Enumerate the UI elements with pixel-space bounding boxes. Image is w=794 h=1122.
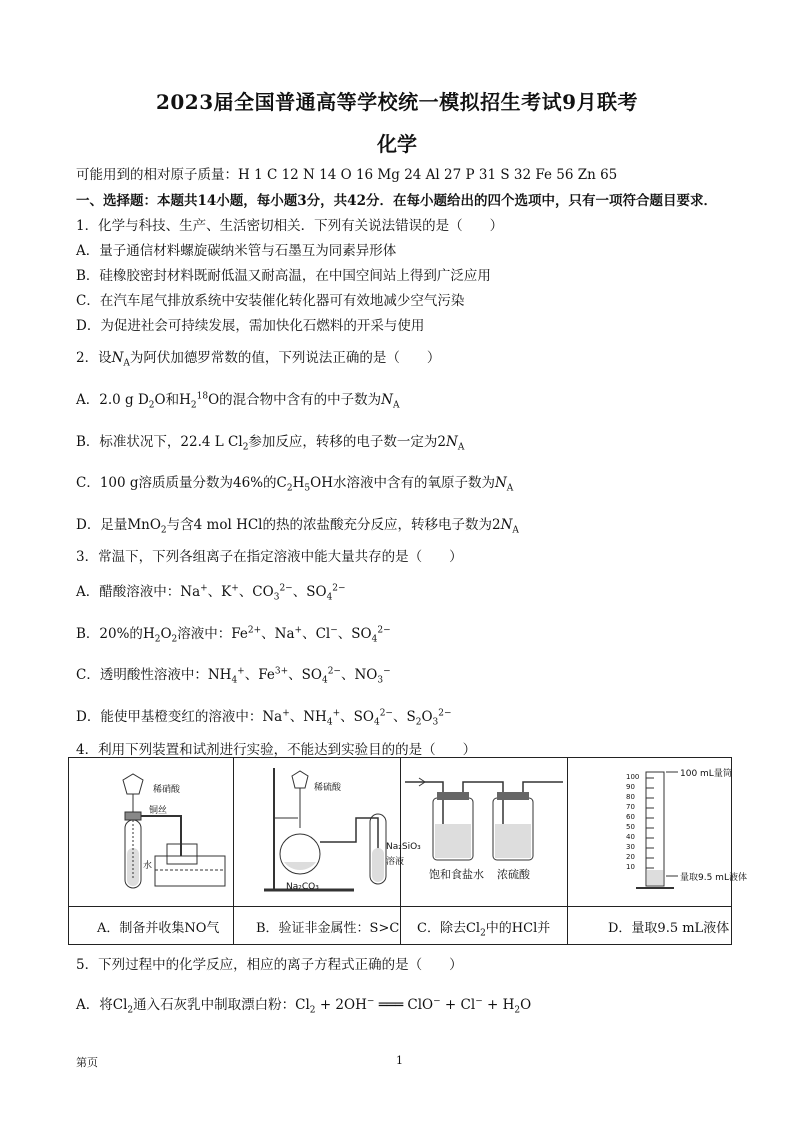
q1-option-c: C．在汽车尾气排放系统中安装催化转化器可有效地减少空气污染 xyxy=(76,293,465,309)
q3-option-b: B．20%的$H_2O_2$溶液中：$Fe^{2+}$、Na+、Cl−、$SO_4^{2-}$ xyxy=(76,625,391,645)
q1-stem: 1．化学与科技、生产、生活密切相关．下列有关说法错误的是（ ） xyxy=(76,218,504,234)
cylinder-tick-label: 50 xyxy=(626,823,635,831)
q4-stem: 4．利用下列装置和试剂进行实验，不能达到实验目的的是（ ） xyxy=(76,742,477,758)
label-water: 水 xyxy=(143,861,153,871)
label-measure-9-5ml: 量取9.5 mL液体 xyxy=(680,873,747,883)
q2-option-a: A．2.0 g $D_2O$和$H_2^{18}O$的混合物中含有的中子数为$N_A$ xyxy=(76,391,400,411)
cylinder-tick-label: 60 xyxy=(626,813,635,821)
cylinder-tick-label: 30 xyxy=(626,843,635,851)
label-solution: 溶液 xyxy=(386,857,405,867)
cylinder-tick-label: 100 xyxy=(626,773,640,781)
label-sodium-silicate: Na₂SiO₃ xyxy=(386,842,421,852)
no-collection-apparatus xyxy=(69,758,234,906)
footer-page-label: 第页 xyxy=(76,1056,98,1069)
cylinder-tick-label: 20 xyxy=(626,853,635,861)
atomic-masses: 可能用到的相对原子质量：H 1 C 12 N 14 O 16 Mg 24 Al 27 P 31 S 32 Fe 56 Zn 65 xyxy=(76,167,618,183)
caption-c: C．除去$Cl_2$中的HCl并 xyxy=(417,921,551,939)
label-dilute-nitric-acid: 稀硝酸 xyxy=(153,785,181,795)
label-100ml-cylinder: 100 mL量筒 xyxy=(680,769,732,779)
section-heading: 一、选择题：本题共14小题，每小题3分，共42分．在每小题给出的四个选项中，只有一项符合题目要求． xyxy=(76,193,717,209)
caption-a: A．制备并收集NO气 xyxy=(97,921,220,936)
q3-option-a: A．醋酸溶液中：Na+、K+、$CO_3^{2-}$、$SO_4^{2-}$ xyxy=(76,583,346,603)
caption-b-cell xyxy=(234,907,401,944)
cylinder-tick-label: 80 xyxy=(626,793,635,801)
q3-option-c: C．透明酸性溶液中：$NH_4^+$、$Fe^{3+}$、$SO_4^{2-}$、$NO_3^-$ xyxy=(76,666,391,686)
subject-title: 化学 xyxy=(377,132,417,156)
q2-stem: 2．设$N_A$为阿伏加德罗常数的值，下列说法正确的是（ ） xyxy=(76,350,441,369)
label-saturated-brine: 饱和食盐水 xyxy=(429,868,484,881)
cylinder-tick-label: 90 xyxy=(626,783,635,791)
cylinder-tick-label: 10 xyxy=(626,863,635,871)
exam-title: 2023届全国普通高等学校统一模拟招生考试9月联考 xyxy=(155,90,639,114)
figure-d-apparatus xyxy=(568,758,747,906)
q2-option-b: B．标准状况下，22.4 L $Cl_2$参加反应，转移的电子数一定为$2N_A$ xyxy=(76,434,465,453)
q1-option-b: B．硅橡胶密封材料既耐低温又耐高温，在中国空间站上得到广泛应用 xyxy=(76,268,491,284)
caption-a-cell xyxy=(69,907,234,944)
q3-option-d: D．能使甲基橙变红的溶液中：Na+、$NH_4^+$、$SO_4^{2-}$、$S_2O_3^{2-}$ xyxy=(76,708,452,728)
cylinder-tick-label: 70 xyxy=(626,803,635,811)
q3-stem: 3．常温下，下列各组离子在指定溶液中能大量共存的是（ ） xyxy=(76,549,463,565)
label-sodium-carbonate: Na₂CO₃ xyxy=(286,882,319,892)
q2-option-c: C．100 g溶质质量分数为46%的$C_2H_5OH$水溶液中含有的氧原子数为$N_A$ xyxy=(76,475,514,494)
caption-b: B．验证非金属性：S>C xyxy=(256,921,400,936)
caption-d: D．量取9.5 mL液体 xyxy=(608,921,730,936)
figure-a-apparatus xyxy=(69,758,234,906)
figure-b-apparatus xyxy=(234,758,421,906)
label-copper-wire: 铜丝 xyxy=(149,806,168,816)
q5-option-a: A．将$Cl_2$通入石灰乳中制取漂白粉：$Cl_2 + 2OH^-$ ═══ $ClO^- + Cl^- + H_2O$ xyxy=(76,996,532,1016)
q2-option-d: D．足量MnO$_2$与含4 mol HCl的热的浓盐酸充分反应，转移电子数为$2N_A$ xyxy=(76,517,519,536)
figure-c-apparatus xyxy=(401,758,568,906)
q1-option-d: D．为促进社会可持续发展，需加快化石燃料的开采与使用 xyxy=(76,318,425,334)
caption-d-cell xyxy=(568,907,731,944)
gas-washing-bottles xyxy=(401,758,568,906)
q5-stem: 5．下列过程中的化学反应，相应的离子方程式正确的是（ ） xyxy=(76,957,463,973)
q1-option-a: A．量子通信材料螺旋碳纳米管与石墨互为同素异形体 xyxy=(76,243,397,259)
label-dilute-sulfuric-acid: 稀硫酸 xyxy=(314,783,342,793)
cylinder-tick-label: 40 xyxy=(626,833,635,841)
footer-page-number: 1 xyxy=(396,1054,403,1067)
graduated-cylinder xyxy=(568,758,732,906)
label-conc-sulfuric-acid: 浓硫酸 xyxy=(497,868,530,881)
caption-c-cell xyxy=(401,907,568,944)
q4-figure-table xyxy=(68,757,747,945)
